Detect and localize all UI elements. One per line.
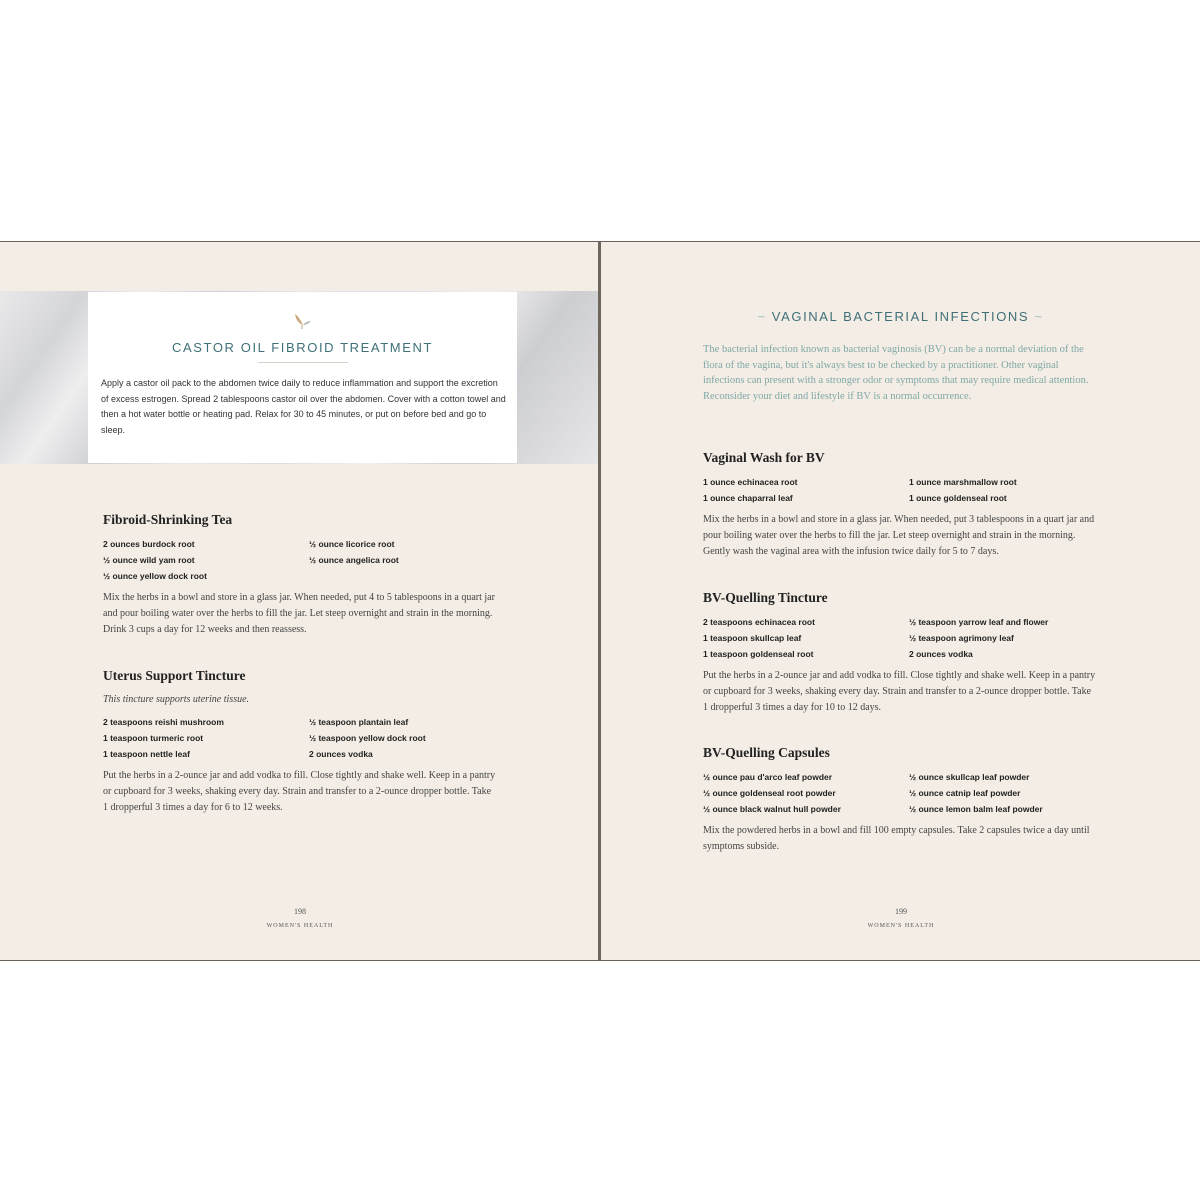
page-number: 198 — [294, 907, 306, 916]
recipe-instructions: Put the herbs in a 2-ounce jar and add vodka to fill. Close tightly and shake well. Keep in a pantry or cupboard for 3 weeks, shaking every day. Strain and transfer to a 2-ounce dropper bottle. Take 1 dropperful 3 times a day for 10 to 12 days. — [703, 670, 1096, 713]
ingredient: 1 ounce marshmallow root — [909, 477, 1017, 487]
recipe-instructions: Mix the herbs in a bowl and store in a glass jar. When needed, put 3 tablespoons in a quart jar and pour boiling water over the herbs to fill the jar. Let steep overnight and strain in the morning. Gently wash the vaginal area with the infusion twice daily for 5 to 7 days. — [703, 514, 1095, 557]
ingredient: ½ teaspoon agrimony leaf — [909, 633, 1014, 643]
page-number: 199 — [895, 907, 907, 916]
right-page — [601, 242, 1200, 960]
ingredient: ½ teaspoon yellow dock root — [309, 733, 426, 743]
recipe-note: This tincture supports uterine tissue. — [103, 694, 250, 705]
ingredient: ½ teaspoon plantain leaf — [309, 717, 409, 727]
recipe-bv-capsules — [703, 745, 1098, 855]
recipe-title: Vaginal Wash for BV — [703, 450, 825, 465]
section-title — [601, 309, 1200, 324]
ingredient: ½ ounce licorice root — [309, 539, 395, 549]
recipe-bv-tincture — [703, 590, 1098, 716]
ingredient: 2 ounces burdock root — [103, 539, 195, 549]
ingredient: ½ teaspoon yarrow leaf and flower — [909, 617, 1049, 627]
recipe-title: Fibroid-Shrinking Tea — [103, 512, 233, 527]
recipe-title: BV-Quelling Capsules — [703, 745, 830, 760]
recipe-instructions: Put the herbs in a 2-ounce jar and add vodka to fill. Close tightly and shake well. Keep in a pantry or cupboard for 3 weeks, shaking every day. Strain and transfer to a 2-ounce dropper bottle. Take 1 dropperful 3 times a day for 6 to 12 weeks. — [103, 770, 496, 813]
recipe-title: BV-Quelling Tincture — [703, 590, 828, 605]
ingredient: 2 ounces vodka — [909, 649, 973, 659]
ingredient-list — [103, 714, 498, 762]
running-footer: WOMEN'S HEALTH — [867, 923, 935, 929]
divider — [258, 362, 348, 363]
ingredient: 1 teaspoon turmeric root — [103, 733, 204, 743]
ingredient: ½ ounce catnip leaf powder — [909, 788, 1021, 798]
ingredient: ½ ounce wild yam root — [103, 555, 195, 565]
page-folio — [801, 905, 1001, 933]
callout-body: Apply a castor oil pack to the abdomen twice daily to reduce inflammation and support the excretion of excess estrogen. Spread 2 tablespoons castor oil over the abdomen. Cover with a cotton towel and then a hot water bottle or heating pad. Relax for 30 to 45 minutes, or put on before bed and go to sleep. — [101, 378, 506, 435]
ingredient: ½ ounce pau d'arco leaf powder — [703, 772, 833, 782]
section-title-text: VAGINAL BACTERIAL INFECTIONS — [771, 309, 1030, 324]
ingredient: ½ ounce angelica root — [309, 555, 399, 565]
section-intro: The bacterial infection known as bacterial vaginosis (BV) can be a normal deviation of the flora of the vagina, but it's always best to be checked by a practitioner. Other vaginal infections can present with a stronger odor or symptoms that may require medical attention. Reconsider your diet and lifestyle if BV is a normal occurrence. — [703, 344, 1089, 402]
ingredient: ½ ounce lemon balm leaf powder — [909, 804, 1043, 814]
recipe-instructions: Mix the powdered herbs in a bowl and fill 100 empty capsules. Take 2 capsules twice a day until symptoms subside. — [703, 825, 1090, 852]
page-folio — [200, 905, 400, 933]
ingredient: 1 teaspoon goldenseal root — [703, 649, 814, 659]
left-page — [0, 242, 598, 960]
ingredient: ½ ounce goldenseal root powder — [703, 788, 836, 798]
running-footer: WOMEN'S HEALTH — [266, 923, 334, 929]
recipe-instructions: Mix the herbs in a bowl and store in a glass jar. When needed, put 4 to 5 tablespoons in a quart jar and pour boiling water over the herbs to fill the jar. Let steep overnight and strain in the morning. Drink 3 cups a day for 12 weeks and then reassess. — [103, 592, 495, 635]
recipe-uterus-tincture — [103, 668, 498, 816]
dash-ornament: ~ — [1029, 309, 1044, 324]
ingredient-list — [703, 614, 1098, 662]
ingredient: ½ ounce black walnut hull powder — [703, 804, 841, 814]
ingredient-list — [703, 474, 1098, 506]
ingredient: 1 teaspoon skullcap leaf — [703, 633, 802, 643]
callout-box — [88, 292, 517, 463]
book-spread — [0, 241, 1200, 961]
ingredient: 1 teaspoon nettle leaf — [103, 749, 190, 759]
ingredient: 2 ounces vodka — [309, 749, 373, 759]
recipe-vaginal-wash — [703, 450, 1098, 560]
dash-ornament: ~ — [757, 309, 772, 324]
ingredient-list — [103, 536, 498, 584]
callout-title: CASTOR OIL FIBROID TREATMENT — [171, 340, 433, 355]
ingredient: 1 ounce goldenseal root — [909, 493, 1007, 503]
ingredient: 1 ounce echinacea root — [703, 477, 798, 487]
recipe-fibroid-tea — [103, 512, 498, 638]
recipe-title: Uterus Support Tincture — [103, 668, 246, 683]
ingredient: ½ ounce skullcap leaf powder — [909, 772, 1030, 782]
ingredient: 2 teaspoons echinacea root — [703, 617, 815, 627]
ingredient: 1 ounce chaparral leaf — [703, 493, 793, 503]
ingredient: ½ ounce yellow dock root — [103, 571, 207, 581]
leaf-sprig-icon — [292, 312, 312, 330]
ingredient: 2 teaspoons reishi mushroom — [103, 717, 224, 727]
ingredient-list — [703, 769, 1098, 817]
